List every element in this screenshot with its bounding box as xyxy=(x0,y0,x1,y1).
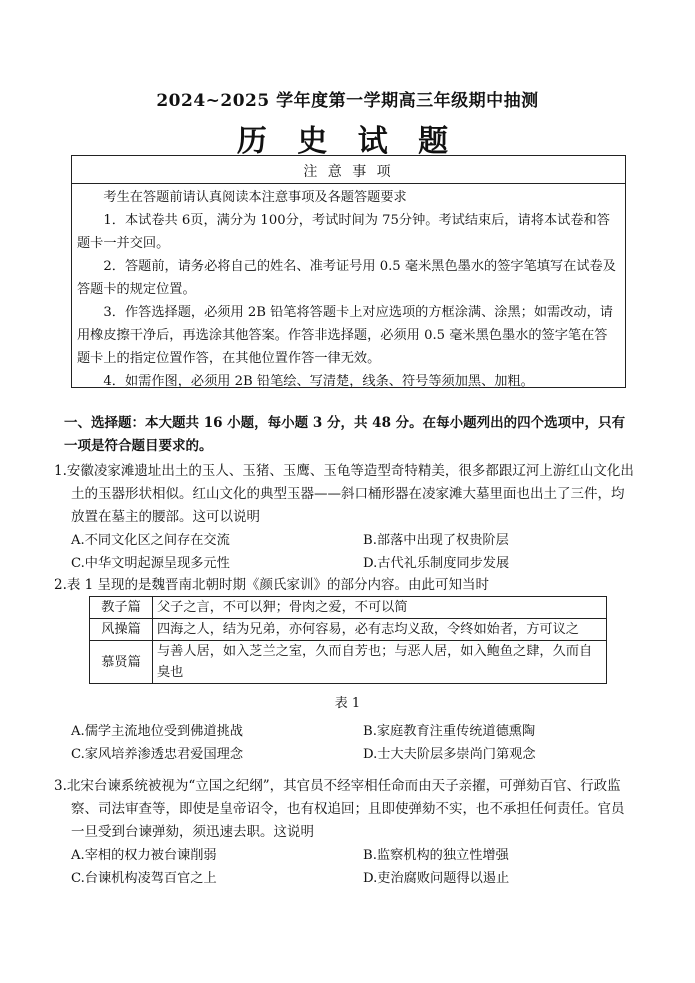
option-d: D.吏治腐败问题得以遏止 xyxy=(363,871,510,886)
table-cell-value: 父子之言，不可以狎；骨肉之爱，不可以简 xyxy=(153,597,607,619)
question-2 xyxy=(54,574,634,597)
option-b: B.监察机构的独立性增强 xyxy=(363,848,509,863)
quote-table xyxy=(89,596,607,684)
question-stem: 1.安徽凌家滩遗址出土的玉人、玉猪、玉鹰、玉龟等造型奇特精美，很多都跟辽河上游红山文化出土的玉器形状相似。红山文化的典型玉器——斜口桶形器在凌家滩大墓里面也出土了三件，均放置在墓主的腰部。这可以说明 xyxy=(54,463,634,525)
table-cell-key: 教子篇 xyxy=(90,597,153,619)
option-b: B.家庭教育注重传统道德熏陶 xyxy=(363,724,536,739)
notice-item: 2．答题前，请务必将自己的姓名、准考证号用 0.5 毫米黑色墨水的签字笔填写在试卷及答题卡的规定位置。 xyxy=(77,259,616,297)
notice-lead: 考生在答题前请认真阅读本注意事项及各题答题要求 xyxy=(103,190,407,205)
option-a: A.儒学主流地位受到佛道挑战 xyxy=(71,724,243,739)
section-emphasis: 四个选项中 xyxy=(517,415,585,431)
section-intro xyxy=(64,412,634,458)
table-cell-value: 四海之人，结为兄弟，亦何容易，必有志均义敌，令终如始者，方可议之 xyxy=(153,619,607,641)
table-cell-key: 风操篇 xyxy=(90,619,153,641)
table-cell-key: 慕贤篇 xyxy=(90,641,153,684)
exam-title: 2024~2025 学年度第一学期高三年级期中抽测 xyxy=(156,91,539,111)
question-options xyxy=(71,720,634,766)
question-stem: 3.北宋台谏系统被视为“立国之纪纲”，其官员不经宰相任命而由天子亲擢，可弹劾百官、行政监察、司法审查等，即使是皇帝诏令，也有权追回；且即使弹劾不实，也不承担任何责任。官员一旦受到台谏弹劾，须迅速去职。这说明 xyxy=(54,778,625,840)
option-d: D.士大夫阶层多崇尚门第观念 xyxy=(363,747,536,762)
option-a: A.宰相的权力被台谏削弱 xyxy=(71,848,217,863)
table-row xyxy=(90,619,607,641)
option-c: C.家风培养渗透忠君爱国理念 xyxy=(71,747,244,762)
question-options xyxy=(71,844,634,890)
notice-item: 1．本试卷共 6页，满分为 100分，考试时间为 75分钟。考试结束后，请将本试卷和答题卡一并交回。 xyxy=(77,213,610,251)
question-1 xyxy=(54,460,634,575)
question-3 xyxy=(54,775,634,890)
option-c: C.中华文明起源呈现多元性 xyxy=(71,556,230,571)
table-cell-value: 与善人居，如入芝兰之室，久而自芳也；与恶人居，如入鲍鱼之肆，久而自臭也 xyxy=(153,641,607,684)
notice-box xyxy=(71,155,626,388)
subject-title: 历 史 试 题 xyxy=(236,124,459,159)
option-d: D.古代礼乐制度同步发展 xyxy=(363,556,510,571)
option-b: B.部落中出现了权贵阶层 xyxy=(363,533,509,548)
option-c: C.台谏机构凌驾百官之上 xyxy=(71,871,217,886)
notice-body xyxy=(77,186,620,393)
question-stem: 2.表 1 呈现的是魏晋南北朝时期《颜氏家训》的部分内容。由此可知当时 xyxy=(54,577,490,593)
section-rule-end: ，只有一项是符合题目要求的。 xyxy=(64,415,626,454)
table-caption: 表 1 xyxy=(334,696,361,711)
section-rule: 本大题共 16 小题，每小题 3 分，共 48 分。在每小题列出的 xyxy=(145,415,518,431)
section-heading: 一、选择题： xyxy=(64,415,145,431)
question-2-options xyxy=(54,720,634,766)
question-options xyxy=(71,529,634,575)
table-row xyxy=(90,597,607,619)
notice-title: 注 意 事 项 xyxy=(303,164,394,180)
option-a: A.不同文化区之间存在交流 xyxy=(71,533,230,548)
notice-item: 4．如需作图，必须用 2B 铅笔绘、写清楚，线条、符号等须加黑、加粗。 xyxy=(103,374,534,389)
table-row xyxy=(90,641,607,684)
notice-divider xyxy=(72,183,625,184)
notice-item: 3．作答选择题，必须用 2B 铅笔将答题卡上对应选项的方框涂满、涂黑；如需改动，请用橡皮擦干净后，再选涂其他答案。作答非选择题，必须用 0.5 毫米黑色墨水的签字笔在答题卡上的指定位置作答，在其他位置作答一律无效。 xyxy=(77,305,613,366)
